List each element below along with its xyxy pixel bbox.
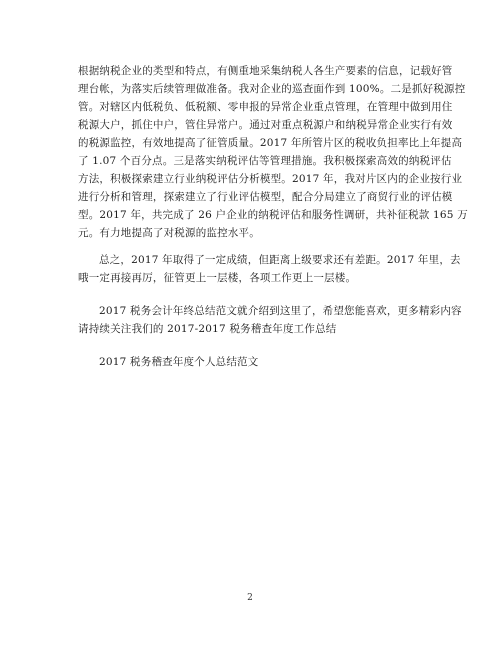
text-line: 税源大户，抓住中户，管住异常户。通过对重点税源户和纳税异常企业实行有效 [78, 119, 453, 131]
text-line: 元。有力地提高了对税源的监控水平。 [78, 227, 260, 239]
text-line: 2017 税务稽查年度个人总结范文 [99, 356, 259, 368]
text-line: 进行分析和管理，探索建立了行业评估模型，配合分局建立了商贸行业的评估模 [78, 191, 453, 203]
text-line: 型。2017 年，共完成了 26 户企业的纳税评估和服务性调研，共补征税款 165 万 [78, 209, 468, 221]
text-line: 的税源监控，有效地提高了征管质量。2017 年所管片区的税收负担率比上年提高 [78, 137, 463, 149]
text-line: 了 1.07 个百分点。三是落实纳税评估等管理措施。我积极探索高效的纳税评估 [78, 155, 452, 167]
body-paragraph-1 [78, 62, 468, 242]
text-line: 方法，积极探索建立行业纳税评估分析模型。2017 年，我对片区内的企业按行业 [78, 173, 463, 185]
text-line: 请持续关注我们的 2017-2017 税务稽查年度工作总结 [78, 323, 337, 335]
text-line: 哦一定再接再厉，征管更上一层楼，各项工作更上一层楼。 [78, 272, 357, 284]
text-line: 总之，2017 年取得了一定成绩，但距离上级要求还有差距。2017 年里，去 [99, 254, 461, 266]
page-number: 2 [247, 593, 253, 603]
body-paragraph-3 [78, 302, 462, 338]
body-paragraph-2 [78, 251, 461, 287]
text-line: 理台帐，为落实后续管理做准备。我对企业的巡查面作到 100%。二是抓好税源控 [78, 83, 466, 95]
text-line: 根据纳税企业的类型和特点，有侧重地采集纳税人各生产要素的信息，记载好管 [78, 65, 453, 77]
body-paragraph-4 [78, 353, 424, 371]
text-line: 管。对辖区内低税负、低税额、零申报的异常企业重点管理，在管理中做到用住 [78, 101, 453, 113]
text-line: 2017 税务会计年终总结范文就介绍到这里了，希望您能喜欢，更多精彩内容 [99, 305, 462, 317]
